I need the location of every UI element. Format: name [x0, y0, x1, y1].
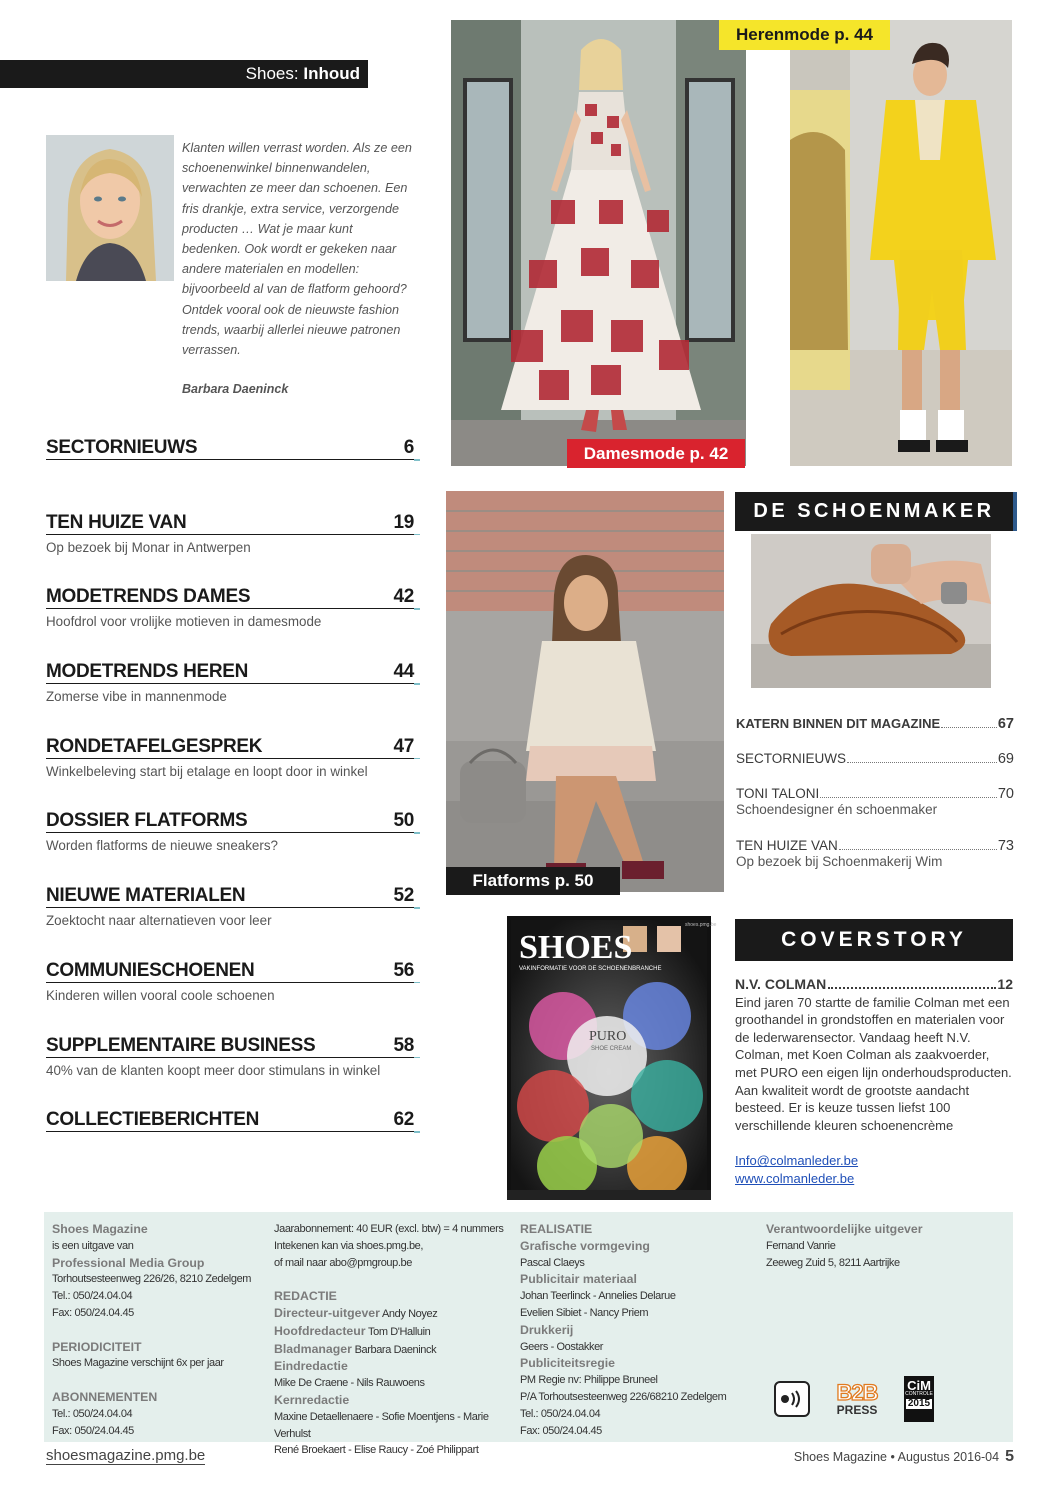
- realisatie-heading: REALISATIE: [520, 1222, 593, 1236]
- subscriptions-tel: Tel.: 050/24.04.04: [52, 1407, 133, 1420]
- colophon-col-4: [766, 1221, 1006, 1271]
- womens-fashion-photo: [451, 20, 746, 466]
- role-name: Andy Noyez: [382, 1307, 438, 1320]
- role-label: Publiciteitsregie: [520, 1356, 615, 1371]
- katern-title: SECTORNIEUWS: [736, 751, 847, 766]
- leader-dots: [820, 797, 997, 798]
- periodicity-heading: PERIODICITEIT: [52, 1339, 142, 1354]
- toc-title: COLLECTIEBERICHTEN: [46, 1109, 260, 1131]
- cover-website: shoes.pmg.be: [685, 922, 717, 928]
- toc-page: 47: [393, 735, 414, 757]
- role-name: Geers - Oostakker: [520, 1340, 604, 1353]
- toc-subtitle: Zoektocht naar alternatieven voor leer: [46, 913, 272, 929]
- toc-page: 42: [393, 586, 414, 608]
- katern-item[interactable]: [736, 786, 1014, 838]
- flatforms-photo: [446, 491, 724, 892]
- subscriptions-fax: Fax: 050/24.04.45: [52, 1424, 134, 1437]
- role-name: Pascal Claeys: [520, 1256, 585, 1269]
- katern-page: 70: [997, 786, 1014, 802]
- coverstory-company: N.V. COLMAN: [735, 976, 827, 992]
- katern-page: 69: [997, 751, 1014, 767]
- role-label: Grafische vormgeving: [520, 1238, 650, 1253]
- katern-subtitle: Schoendesigner én schoenmaker: [736, 802, 938, 817]
- role-name: Maxine Detaellenaere - Sofie Moentjens - Marie Verhulst: [274, 1410, 489, 1440]
- toc-item[interactable]: [46, 657, 418, 732]
- schoenmaker-section-title: DE SCHOENMAKER: [735, 492, 1013, 531]
- periodicity-text: Shoes Magazine verschijnt 6x per jaar: [52, 1357, 224, 1370]
- role-name: PM Regie nv: Philippe Bruneel: [520, 1374, 658, 1387]
- colophon-col-1: [52, 1221, 267, 1439]
- toc-title: NIEUWE MATERIALEN: [46, 885, 246, 907]
- toc-item[interactable]: [46, 508, 418, 583]
- katern-title: TEN HUIZE VAN: [736, 838, 838, 853]
- publisher-address: Torhoutsesteenweg 226/26, 8210 Zedelgem: [52, 1273, 252, 1286]
- toc-item[interactable]: [46, 881, 418, 956]
- womens-fashion-label[interactable]: Damesmode p. 42: [567, 439, 745, 468]
- publisher-name: Professional Media Group: [52, 1255, 205, 1270]
- role-label: Directeur-uitgever: [274, 1305, 380, 1320]
- subscription-web: Intekenen kan via shoes.pmg.be,: [274, 1239, 424, 1252]
- mens-fashion-photo: [790, 20, 1012, 466]
- header-prefix: Shoes:: [245, 64, 299, 83]
- responsible-publisher-address: Zeeweg Zuid 5, 8211 Aartrijke: [766, 1256, 900, 1269]
- toc-page: 56: [393, 959, 414, 981]
- schoenmaker-list: [736, 716, 1014, 878]
- toc-title: DOSSIER FLATFORMS: [46, 810, 248, 832]
- toc-subtitle: Winkelbeleving start bij etalage en loopt door in winkel: [46, 763, 368, 779]
- toc-title: SUPPLEMENTAIRE BUSINESS: [46, 1034, 316, 1056]
- cover-tagline: VAKINFORMATIE VOOR DE SCHOENENBRANCHE: [519, 966, 662, 972]
- coverstory-email-link[interactable]: Info@colmanleder.be: [735, 1153, 859, 1169]
- toc-title: TEN HUIZE VAN: [46, 511, 187, 533]
- cim-year: 2015: [907, 1398, 931, 1409]
- editor-signature: Barbara Daeninck: [182, 382, 289, 396]
- katern-item[interactable]: [736, 838, 1014, 878]
- text-line: is een uitgave van: [52, 1239, 134, 1252]
- toc-subtitle: Kinderen willen vooral coole schoenen: [46, 987, 275, 1003]
- header-title: Inhoud: [303, 64, 360, 83]
- colophon-col-2: [274, 1221, 514, 1459]
- shoemaker-photo: [751, 534, 991, 688]
- flatforms-label[interactable]: Flatforms p. 50: [446, 867, 620, 895]
- audio-icon: [774, 1381, 810, 1417]
- cim-logo: [904, 1376, 934, 1422]
- page-footer: [794, 1448, 1014, 1466]
- role-label: Hoofdredacteur: [274, 1323, 366, 1338]
- b2b-press-logo: [832, 1382, 882, 1416]
- toc-title: MODETRENDS DAMES: [46, 586, 251, 608]
- role-name: René Broekaert - Elise Raucy - Zoé Philippart: [274, 1444, 479, 1457]
- certification-logos: [774, 1376, 934, 1422]
- colophon-col-3: [520, 1221, 760, 1439]
- toc-item[interactable]: [46, 1105, 418, 1180]
- redactie-heading: REDACTIE: [274, 1289, 337, 1304]
- magazine-cover[interactable]: [507, 916, 717, 1200]
- toc-title: MODETRENDS HEREN: [46, 661, 249, 683]
- coverstory-web-link[interactable]: www.colmanleder.be: [735, 1170, 855, 1186]
- b2b-logo-text: B2B: [836, 1380, 878, 1405]
- toc-page: 19: [393, 511, 414, 533]
- table-of-contents: [46, 433, 418, 1180]
- coverstory-page: 12: [997, 976, 1013, 992]
- page-number: 5: [1005, 1448, 1014, 1465]
- coverstory-text: Eind jaren 70 startte de familie Colman met een groothandel in grondstoffen en materialen voor de lederwarensector. Vandaag heeft N.V. Colman, met Koen Colman als zaakvoerder, met PURO een eigen lijn onderhoudsproducten. Aan kwaliteit wordt de grootste aandacht besteed. Er is keuze tussen liefst 100 verschillende kleuren schoenencrème: [735, 994, 1012, 1133]
- site-url-text: shoesmagazine.pmg.be: [46, 1447, 206, 1464]
- magazine-name: Shoes Magazine: [52, 1222, 148, 1236]
- issue-info: Shoes Magazine • Augustus 2016-04: [793, 1450, 1000, 1464]
- role-name: Mike De Craene - Nils Rauwoens: [274, 1377, 425, 1390]
- cover-brand: SHOES: [519, 929, 633, 966]
- intro-text: Klanten willen verrast worden. Als ze een schoenenwinkel binnenwandelen, verwachten ze meer dan schoenen. Een fris drankje, extra service, verzorgende producten … Wat je maar kunt bedenken. Ook wordt er gekeken naar andere materialen en modellen: bijvoorbeeld al van de flatform gehoord? Ontdek vooral ook de nieuwste fashion trends, waarbij allerlei nieuwe patronen verrassen.: [182, 141, 412, 358]
- responsible-publisher-name: Fernand Vanrie: [766, 1239, 836, 1252]
- katern-title: TONI TALONI: [736, 786, 820, 801]
- toc-subtitle: Worden flatforms de nieuwe sneakers?: [46, 838, 278, 854]
- toc-item[interactable]: [46, 732, 418, 807]
- katern-item[interactable]: [736, 716, 1014, 751]
- toc-page: 52: [393, 885, 414, 907]
- toc-item[interactable]: [46, 433, 418, 508]
- regie-fax: Fax: 050/24.04.45: [520, 1424, 602, 1437]
- role-label: Bladmanager: [274, 1341, 352, 1356]
- toc-page: 50: [393, 810, 414, 832]
- editor-photo: [46, 135, 174, 281]
- toc-subtitle: Op bezoek bij Monar in Antwerpen: [46, 539, 251, 555]
- toc-subtitle: Zomerse vibe in mannenmode: [46, 689, 227, 705]
- coverstory-section-title: COVERSTORY: [735, 919, 1013, 961]
- role-label: Drukkerij: [520, 1322, 574, 1337]
- toc-page: 6: [403, 437, 414, 458]
- role-label: Publicitair materiaal: [520, 1272, 637, 1287]
- cover-product: PURO: [589, 1029, 627, 1044]
- leader-dots: [847, 762, 997, 763]
- subscription-mail: of mail naar abo@pmgroup.be: [274, 1256, 412, 1269]
- publisher-tel: Tel.: 050/24.04.04: [52, 1290, 133, 1303]
- regie-tel: Tel.: 050/24.04.04: [520, 1407, 601, 1420]
- toc-subtitle: 40% van de klanten koopt meer door stimulans in winkel: [46, 1062, 381, 1078]
- toc-title: RONDETAFELGESPREK: [46, 735, 263, 757]
- role-name: Johan Teerlinck - Annelies Delarue: [520, 1290, 676, 1303]
- toc-title: COMMUNIESCHOENEN: [46, 959, 255, 981]
- mens-fashion-label[interactable]: Herenmode p. 44: [719, 20, 890, 50]
- section-header: [0, 60, 368, 88]
- katern-subtitle: Op bezoek bij Schoenmakerij Wim: [736, 854, 943, 869]
- cim-logo-text: CiM: [907, 1378, 931, 1393]
- subscriptions-heading: ABONNEMENTEN: [52, 1389, 158, 1404]
- katern-item[interactable]: [736, 751, 1014, 786]
- toc-item[interactable]: [46, 582, 418, 657]
- toc-page: 44: [393, 661, 414, 683]
- publisher-fax: Fax: 050/24.04.45: [52, 1306, 134, 1319]
- katern-title: KATERN BINNEN DIT MAGAZINE: [736, 716, 941, 731]
- role-name: Barbara Daeninck: [354, 1343, 437, 1356]
- katern-page: 73: [997, 838, 1014, 854]
- role-name: Evelien Sibiet - Nancy Priem: [520, 1306, 649, 1319]
- toc-page: 62: [393, 1109, 414, 1131]
- coverstory-title-row[interactable]: [735, 976, 1013, 994]
- role-label: Kernredactie: [274, 1392, 350, 1407]
- site-url[interactable]: [46, 1447, 205, 1464]
- role-name: Tom D'Halluin: [368, 1325, 431, 1338]
- katern-page: 67: [997, 716, 1014, 732]
- responsible-publisher-heading: Verantwoordelijke uitgever: [766, 1222, 923, 1236]
- leader-dots: [828, 987, 996, 989]
- leader-dots: [941, 727, 997, 728]
- regie-address: P/A Torhoutsesteenweg 226/68210 Zedelgem: [520, 1390, 727, 1403]
- role-label: Eindredactie: [274, 1359, 348, 1374]
- toc-subtitle: Hoofdrol voor vrolijke motieven in damesmode: [46, 614, 322, 630]
- toc-item[interactable]: [46, 806, 418, 881]
- coverstory-block: [735, 976, 1013, 1188]
- toc-title: SECTORNIEUWS: [46, 437, 198, 458]
- leader-dots: [839, 849, 997, 850]
- toc-item[interactable]: [46, 1031, 418, 1106]
- toc-item[interactable]: [46, 956, 418, 1031]
- press-logo-text: PRESS: [836, 1403, 878, 1417]
- toc-page: 58: [393, 1034, 414, 1056]
- subscription-price: Jaarabonnement: 40 EUR (excl. btw) = 4 nummers: [274, 1223, 504, 1235]
- cover-product-sub: SHOE CREAM: [591, 1046, 632, 1052]
- cim-control-text: CONTROLE: [905, 1391, 933, 1397]
